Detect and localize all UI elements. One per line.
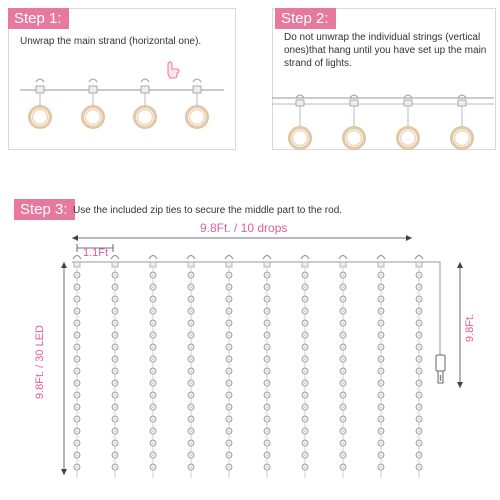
step-2-text-line-1: Do not unwrap the individual strings (vertical (284, 32, 481, 43)
width-arrow-right (406, 235, 412, 241)
clip-6 (302, 262, 308, 267)
clip-5 (264, 262, 270, 267)
step-2-clip-2 (404, 100, 412, 106)
height-right-arrow-bottom (457, 382, 463, 388)
step-1-hook-0 (36, 79, 44, 82)
step-2-clip-3 (458, 100, 466, 106)
height-left-dimension-label: 9.8Ft. / 30 LED (34, 325, 46, 399)
step-3-text: Use the included zip ties to secure the middle part to the rod. (73, 205, 343, 216)
width-arrow-left (72, 235, 78, 241)
step-1-hook-2 (141, 79, 149, 82)
clip-0 (74, 262, 80, 267)
step-1-coil-3-inner (190, 110, 205, 125)
hook-8 (377, 256, 385, 260)
step-2-coil-2-inner (401, 131, 416, 146)
height-right-arrow-top (457, 262, 463, 268)
step-2-clip-1 (350, 100, 358, 106)
step-2-text-line-3: strand of lights. (284, 58, 352, 69)
clip-1 (112, 262, 118, 267)
step-1-clip-3 (193, 86, 201, 93)
hook-9 (415, 256, 423, 260)
height-left-arrow-top (61, 262, 67, 268)
hook-5 (263, 256, 271, 260)
step-2-clip-0 (296, 100, 304, 106)
hook-4 (225, 256, 233, 260)
step-1-label: Step 1: (8, 8, 69, 29)
clip-2 (150, 262, 156, 267)
hook-2 (149, 256, 157, 260)
step-3-label: Step 3: (14, 199, 75, 220)
step-1-clip-2 (141, 86, 149, 93)
step-2-label: Step 2: (275, 8, 336, 29)
step-1-coil-0-inner (33, 110, 48, 125)
hook-7 (339, 256, 347, 260)
step-1-hook-3 (193, 79, 201, 82)
clip-8 (378, 262, 384, 267)
step-1-clip-1 (89, 86, 97, 93)
spacing-dimension-label: 1.1Ft (83, 247, 109, 259)
clip-7 (340, 262, 346, 267)
pointing-hand-icon (168, 62, 179, 78)
height-right-dimension-label: 9.8Ft. (464, 313, 476, 343)
step-1-coil-2-inner (138, 110, 153, 125)
clip-4 (226, 262, 232, 267)
step-2-coil-3-inner (455, 131, 470, 146)
hook-3 (187, 256, 195, 260)
step-1-hook-1 (89, 79, 97, 82)
step-1-text: Unwrap the main strand (horizontal one). (20, 36, 202, 47)
clip-3 (188, 262, 194, 267)
hook-6 (301, 256, 309, 260)
hook-0 (73, 256, 81, 260)
step-1-clip-0 (36, 86, 44, 93)
usb-plug-icon (436, 355, 445, 371)
step-2-coil-0-inner (293, 131, 308, 146)
clip-9 (416, 262, 422, 267)
width-dimension-label: 9.8Ft. / 10 drops (200, 221, 288, 235)
step-2-coil-1-inner (347, 131, 362, 146)
step-1-coil-1-inner (86, 110, 101, 125)
step-2-text-line-2: ones)that hang until you have set up the main (284, 45, 487, 56)
height-left-arrow-bottom (61, 469, 67, 475)
hook-1 (111, 256, 119, 260)
